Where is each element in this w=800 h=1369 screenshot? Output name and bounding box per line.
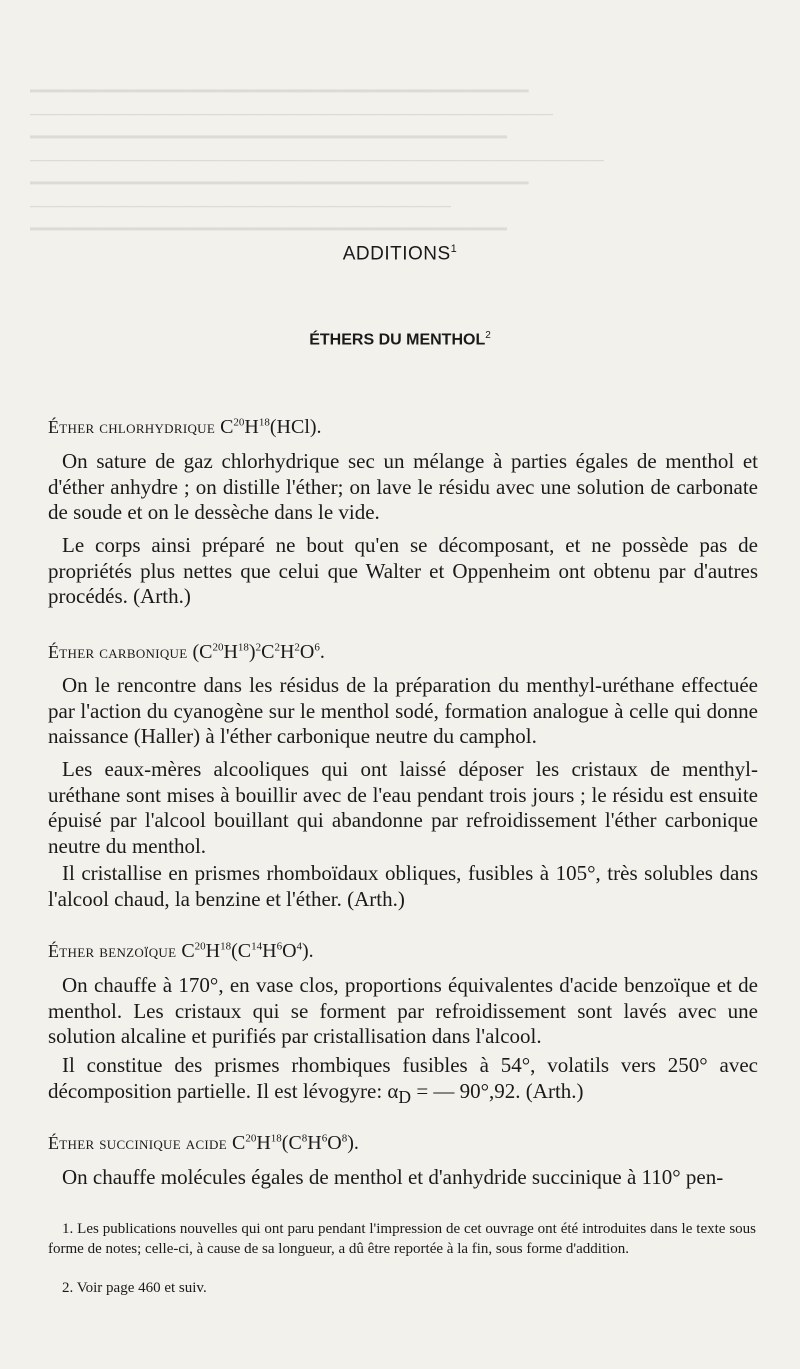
formula: $C^{20}H^{18}(HCl)$. — [220, 416, 322, 438]
paragraph: Il constitue des prismes rhombiques fusibles à 54°, volatils vers 250° avec décomposition partielle. Il est lévogyre: $\alpha_D$ = — 90°,92. (Arth.) — [48, 1053, 758, 1107]
page-title: ADDITIONS$^1$ — [342, 243, 458, 265]
formula: $C^{20}H^{18}(C^{14}H^6O^4)$. — [181, 940, 314, 962]
heading-ether-benzoique: Éther benzoïque $C^{20}H^{18}(C^{14}H^6O^4)$. — [48, 940, 314, 962]
paragraph: Le corps ainsi préparé ne bout qu'en se décomposant, et ne possède pas de propriétés plus nettes que celui que Walter et Oppenheim ont obtenu par d'autres procédés. (Arth.) — [48, 533, 758, 608]
formula: $(C^{20}H^{18})^2C^2H^2O^6$. — [192, 641, 325, 663]
bleed-through-background: ━━━━━━━━━━━━━━━━━━━━━━━━━━━━━━━━━━━━━━━━━━━━━━ ───────────────────────────────────────── ━━━━━━━━━━━━━━━━━━━━━━━━━━━━━━━━━━━━━━━━━━━━ ───────────────────────────────────────────── ━━━━━━━━━━━━━━━━━━━━━━━━━━━━━━━━━━━━━━━━━━━━━━ ───────────────────────────────── ━━━━━━━━━━━━━━━━━━━━━━━━━━━━━━━━━━━━━━━━━━━━ — [30, 81, 604, 239]
footnote-2: 2. Voir page 460 et suiv. — [62, 1280, 207, 1296]
title-footnote-ref: 1 — [450, 243, 458, 255]
paragraph: Les eaux-mères alcooliques qui ont laissé déposer les cristaux de menthyl-uréthane sont mises à bouillir avec de l'eau pendant trois jours ; le résidu est ensuite épuisé par l'alcool bouillant qui abandonne par refroidissement l'éther carbonique neutre du menthol. — [48, 757, 758, 858]
section-title: ÉTHERS DU MENTHOL$^2$ — [309, 330, 491, 349]
formula: $C^{20}H^{18}(C^8H^6O^8)$. — [231, 1132, 359, 1154]
paragraph: On chauffe molécules égales de menthol et d'anhydride succinique à 110° pen- — [62, 1165, 724, 1189]
heading-ether-chlorhydrique: Éther chlorhydrique $C^{20}H^{18}(HCl)$. — [48, 416, 322, 438]
paragraph: Il cristallise en prismes rhomboïdaux obliques, fusibles à 105°, très solubles dans l'alcool chaud, la benzine et l'éther. (Arth.) — [48, 861, 758, 911]
paragraph: On chauffe à 170°, en vase clos, proportions équivalentes d'acide benzoïque et de menthol. Les cristaux qui se forment par refroidissement sont lavés avec une solution alcaline et purifiés par cristallisation dans l'alcool. — [48, 973, 758, 1048]
subtitle-footnote-ref: 2 — [485, 330, 491, 341]
paragraph: On le rencontre dans les résidus de la préparation du menthyl-uréthane effectuée par l'action du cyanogène sur le menthol sodé, formation analogue à celle qui donne naissance (Haller) à l'éther carbonique neutre du camphol. — [48, 673, 758, 748]
heading-ether-succinique-acide: Éther succinique acide $C^{20}H^{18}(C^8H^6O^8)$. — [48, 1132, 359, 1154]
footnote-1: 1. Les publications nouvelles qui ont paru pendant l'impression de cet ouvrage ont été introduites dans le texte sous forme de notes; celle-ci, à cause de sa longueur, a dû être reportée à la fin, sous forme d'addition. — [48, 1221, 756, 1257]
heading-ether-carbonique: Éther carbonique $(C^{20}H^{18})^2C^2H^2O^6$. — [48, 641, 325, 663]
paragraph: On sature de gaz chlorhydrique sec un mélange à parties égales de menthol et d'éther anhydre ; on distille l'éther; on lave le résidu avec une solution de carbonate de soude et on le dessèche dans le vide. — [48, 449, 758, 524]
